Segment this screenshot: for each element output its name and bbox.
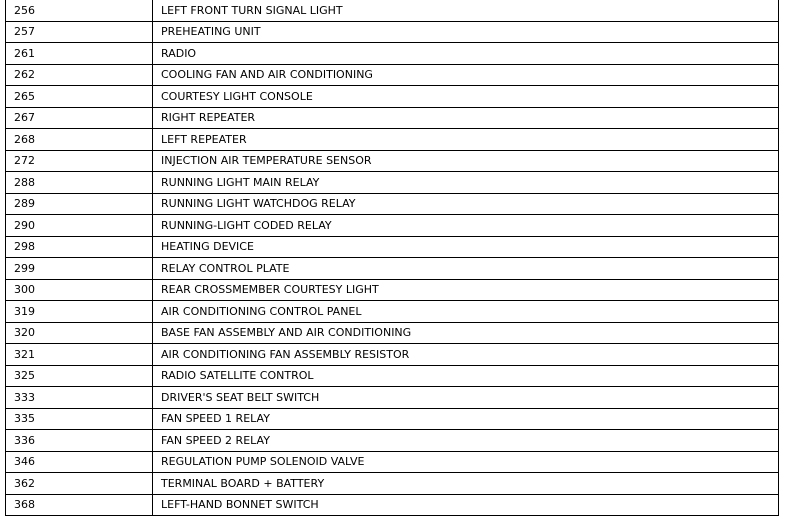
component-description-cell: RUNNING LIGHT WATCHDOG RELAY (153, 193, 779, 215)
component-code-cell: 319 (6, 301, 153, 323)
component-description-cell: RUNNING-LIGHT CODED RELAY (153, 215, 779, 237)
table-row (6, 150, 779, 172)
component-description-cell: LEFT-HAND BONNET SWITCH (153, 494, 779, 516)
component-code-cell: 257 (6, 21, 153, 43)
component-description-cell: REGULATION PUMP SOLENOID VALVE (153, 451, 779, 473)
component-description-cell: HEATING DEVICE (153, 236, 779, 258)
component-description-cell: FAN SPEED 1 RELAY (153, 408, 779, 430)
component-code-cell: 321 (6, 344, 153, 366)
table-row (6, 473, 779, 495)
component-code-cell: 325 (6, 365, 153, 387)
component-code-cell: 336 (6, 430, 153, 452)
component-code-cell: 265 (6, 86, 153, 108)
table-row (6, 451, 779, 473)
component-table-container (5, 0, 779, 516)
component-code-cell: 362 (6, 473, 153, 495)
component-code-cell: 335 (6, 408, 153, 430)
table-row (6, 322, 779, 344)
component-description-cell: RUNNING LIGHT MAIN RELAY (153, 172, 779, 194)
component-table-body (6, 0, 779, 516)
table-row (6, 408, 779, 430)
component-description-cell: TERMINAL BOARD + BATTERY (153, 473, 779, 495)
table-row (6, 430, 779, 452)
table-row (6, 258, 779, 280)
component-code-cell: 256 (6, 0, 153, 21)
component-code-cell: 289 (6, 193, 153, 215)
component-code-cell: 299 (6, 258, 153, 280)
component-description-cell: PREHEATING UNIT (153, 21, 779, 43)
component-table (5, 0, 779, 516)
component-description-cell: INJECTION AIR TEMPERATURE SENSOR (153, 150, 779, 172)
table-row (6, 387, 779, 409)
table-row (6, 0, 779, 21)
table-row (6, 301, 779, 323)
table-row (6, 43, 779, 65)
component-description-cell: COOLING FAN AND AIR CONDITIONING (153, 64, 779, 86)
component-description-cell: LEFT REPEATER (153, 129, 779, 151)
table-row (6, 344, 779, 366)
table-row (6, 215, 779, 237)
table-row (6, 107, 779, 129)
table-row (6, 365, 779, 387)
component-code-cell: 333 (6, 387, 153, 409)
table-row (6, 129, 779, 151)
component-code-cell: 267 (6, 107, 153, 129)
component-code-cell: 320 (6, 322, 153, 344)
table-row (6, 279, 779, 301)
table-row (6, 494, 779, 516)
component-code-cell: 272 (6, 150, 153, 172)
component-code-cell: 298 (6, 236, 153, 258)
table-row (6, 64, 779, 86)
component-code-cell: 290 (6, 215, 153, 237)
table-row (6, 236, 779, 258)
component-code-cell: 268 (6, 129, 153, 151)
component-description-cell: DRIVER'S SEAT BELT SWITCH (153, 387, 779, 409)
component-code-cell: 261 (6, 43, 153, 65)
component-code-cell: 368 (6, 494, 153, 516)
component-description-cell: LEFT FRONT TURN SIGNAL LIGHT (153, 0, 779, 21)
component-code-cell: 300 (6, 279, 153, 301)
component-description-cell: BASE FAN ASSEMBLY AND AIR CONDITIONING (153, 322, 779, 344)
component-description-cell: RADIO (153, 43, 779, 65)
component-description-cell: COURTESY LIGHT CONSOLE (153, 86, 779, 108)
component-description-cell: FAN SPEED 2 RELAY (153, 430, 779, 452)
component-description-cell: AIR CONDITIONING FAN ASSEMBLY RESISTOR (153, 344, 779, 366)
table-row (6, 193, 779, 215)
component-code-cell: 262 (6, 64, 153, 86)
table-row (6, 21, 779, 43)
component-description-cell: AIR CONDITIONING CONTROL PANEL (153, 301, 779, 323)
component-description-cell: RIGHT REPEATER (153, 107, 779, 129)
component-description-cell: RADIO SATELLITE CONTROL (153, 365, 779, 387)
component-description-cell: RELAY CONTROL PLATE (153, 258, 779, 280)
component-description-cell: REAR CROSSMEMBER COURTESY LIGHT (153, 279, 779, 301)
table-row (6, 172, 779, 194)
component-code-cell: 346 (6, 451, 153, 473)
component-code-cell: 288 (6, 172, 153, 194)
table-row (6, 86, 779, 108)
